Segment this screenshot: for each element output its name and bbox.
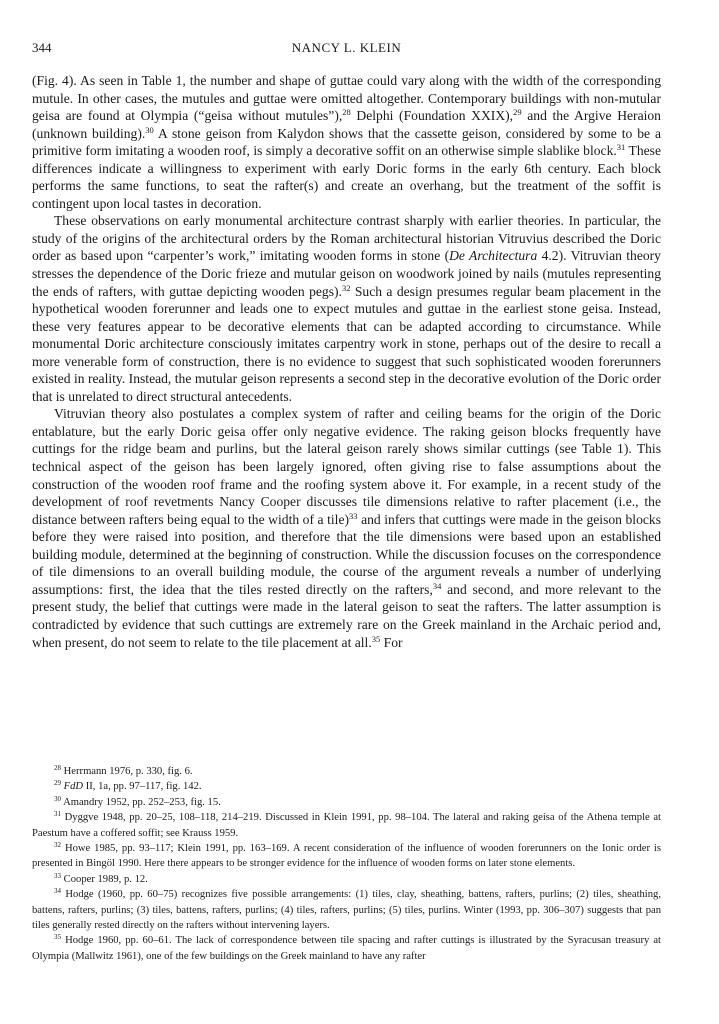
text: and the Argive Heraion (unknown building). (32, 108, 661, 141)
footnote-text: Dyggve 1948, pp. 20–25, 108–118, 214–219. Discussed in Klein 1991, pp. 98–104. The lateral and raking geisa of the Athena temple at Paestum have a coffered soffit; see Krauss 1959. (32, 812, 661, 839)
footnote-number: 35 (54, 933, 61, 942)
footnote-text: II, 1a, pp. 97–117, fig. 142. (83, 781, 202, 793)
footnote (32, 887, 661, 933)
running-head: NANCY L. KLEIN (291, 40, 402, 55)
footnote-number: 28 (54, 764, 61, 772)
text: For (380, 634, 403, 650)
footnote-text: Amandry 1952, pp. 252–253, fig. 15. (63, 796, 221, 808)
footnote (32, 779, 661, 794)
footnote-ref-33: 33 (349, 510, 358, 521)
text: Such a design presumes regular beam placement in the hypothetical wooden forerunner and leads one to expect mutules and guttae in the earliest stone geisa. Instead, these very features appear to be decorative elements that can be adapted according to circumstance. While monumental Doric architecture consciously imitates carpentry work in stone, perhaps out of the desire to recall a more venerable form of construction, there is no evidence to suggest that such sophisticated wooden forerunners existed in reality. Instead, the mutular geison represents a second step in the decorative evolution of the Doric order that is unrelated to direct structural antecedents. (32, 283, 661, 404)
text: 4.2). Vitruvian theory stresses the dependence of the Doric frieze and mutular geison on woodwork joined by nails (mutules representing the ends of rafters, with guttae depicting wooden pegs). (32, 248, 661, 299)
paragraph-2 (32, 212, 661, 405)
footnote-text: Howe 1985, pp. 93–117; Klein 1991, pp. 163–169. A recent consideration of the influence of wooden forerunners on the Ionic order is presented in Bingöl 1990. Here there appears to be stronger evidence for the influence of wooden forms on later stone elements. (32, 843, 661, 870)
footnote (32, 795, 661, 810)
body-text (32, 72, 661, 651)
text: Delphi (Foundation XXIX), (350, 108, 514, 124)
footnote (32, 810, 661, 841)
footnote (32, 933, 661, 964)
footnote-ref-35: 35 (371, 633, 381, 644)
footnote-ref-29: 29 (513, 107, 522, 118)
footnotes (32, 764, 661, 964)
footnote-number: 29 (54, 779, 61, 788)
footnote-text: Cooper 1989, p. 12. (63, 873, 148, 885)
footnote-ref-31: 31 (616, 142, 626, 153)
footnote-number: 31 (54, 810, 61, 819)
footnote-number: 33 (54, 871, 61, 880)
text: These differences indicate a willingness to experiment with early Doric forms in the early 6th century. Each block performs the same functions, to seat the rafter(s) and create an overhang, but the treatment of the soffit is contingent upon local tastes in decoration. (32, 143, 661, 211)
footnote-number: 34 (54, 887, 61, 896)
footnote-text: Hodge 1960, pp. 60–61. The lack of correspondence between tile spacing and rafter cuttings is illustrated by the Syracusan treasury at Olympia (Mallwitz 1961), one of the few buildings on the Greek mainland to have any rafter (32, 935, 661, 962)
footnote-text: Hodge (1960, pp. 60–75) recognizes five possible arrangements: (1) tiles, clay, sheathing, battens, rafters, purlins; (2) tiles, sheathing, battens, rafters, purlins; (3) tiles, battens, rafters, purlins; (4) tiles, rafters, purlins; (5) tiles, purlins. Winter (1993, pp. 306–307) suggests that pan tiles generally rested directly on the rafters without intervening layers. (32, 889, 661, 932)
text: A stone geison from Kalydon shows that the cassette geison, considered by some to be a primitive form imitating a wooden roof, is simply a decorative soffit on an otherwise simple slablike block. (32, 125, 661, 159)
page-number: 344 (32, 40, 52, 55)
footnote-italic: FdD (63, 781, 84, 793)
footnote (32, 764, 661, 779)
footnote-ref-34: 34 (432, 580, 442, 591)
book-title: De Architectura (449, 248, 538, 264)
paragraph-3 (32, 405, 661, 651)
text: (Fig. 4). As seen in Table 1, the number and shape of guttae could vary along with the width of the corresponding mutule. In other cases, the mutules and guttae were omitted altogether. Contemporary buildings with non-mutular geisa are found at Olympia (“geisa without mutules”), (32, 73, 661, 124)
text: These observations on early monumental architecture contrast sharply with earlier theories. In particular, the study of the origins of the architectural orders by the Roman architectural historian Vitruvius described the Doric order as based upon “carpenter’s work,” imitating wooden forms in stone ( (32, 213, 661, 264)
footnote-ref-32: 32 (341, 282, 351, 293)
footnote (32, 872, 661, 887)
text: and second, and more relevant to the present study, the belief that cuttings were made in the lateral geison to seat the rafters. The latter assumption is contradicted by evidence that such cuttings are extremely rare on the Greek mainland in the Archaic period and, when present, do not seem to relate to the tile placement at all. (32, 581, 662, 650)
footnote-ref-28: 28 (342, 107, 351, 118)
footnote-text: Herrmann 1976, p. 330, fig. 6. (63, 766, 193, 777)
text: and infers that cuttings were made in the geison blocks before they were raised into position, and therefore that the tile dimensions were based upon an established building module, determined at the beginning of construction. While the discussion focuses on the correspondence of tile dimensions to an overall building module, the course of the argument reveals a number of underlying assumptions: first, the idea that the tiles rested directly on the rafters, (32, 511, 661, 597)
paragraph-1 (32, 72, 661, 212)
footnote-number: 30 (54, 794, 61, 803)
text: Vitruvian theory also postulates a complex system of rafter and ceiling beams for the origin of the Doric entablature, but the early Doric geisa offer only negative evidence. The raking geison blocks frequently have cuttings for the ridge beam and purlins, but the lateral geison rarely shows similar cuttings (see Table 1). This technical aspect of the geison has been largely ignored, often giving rise to false assumptions about the construction of the wooden roof frame and the roofing system above it. For example, in a recent study of the development of roof revetments Nancy Cooper discusses tile dimensions relative to rafter placement (i.e., the distance between rafters being equal to the width of a tile) (32, 406, 661, 527)
footnote-ref-30: 30 (145, 124, 154, 135)
footnote-number: 32 (54, 841, 61, 850)
footnote (32, 841, 661, 872)
